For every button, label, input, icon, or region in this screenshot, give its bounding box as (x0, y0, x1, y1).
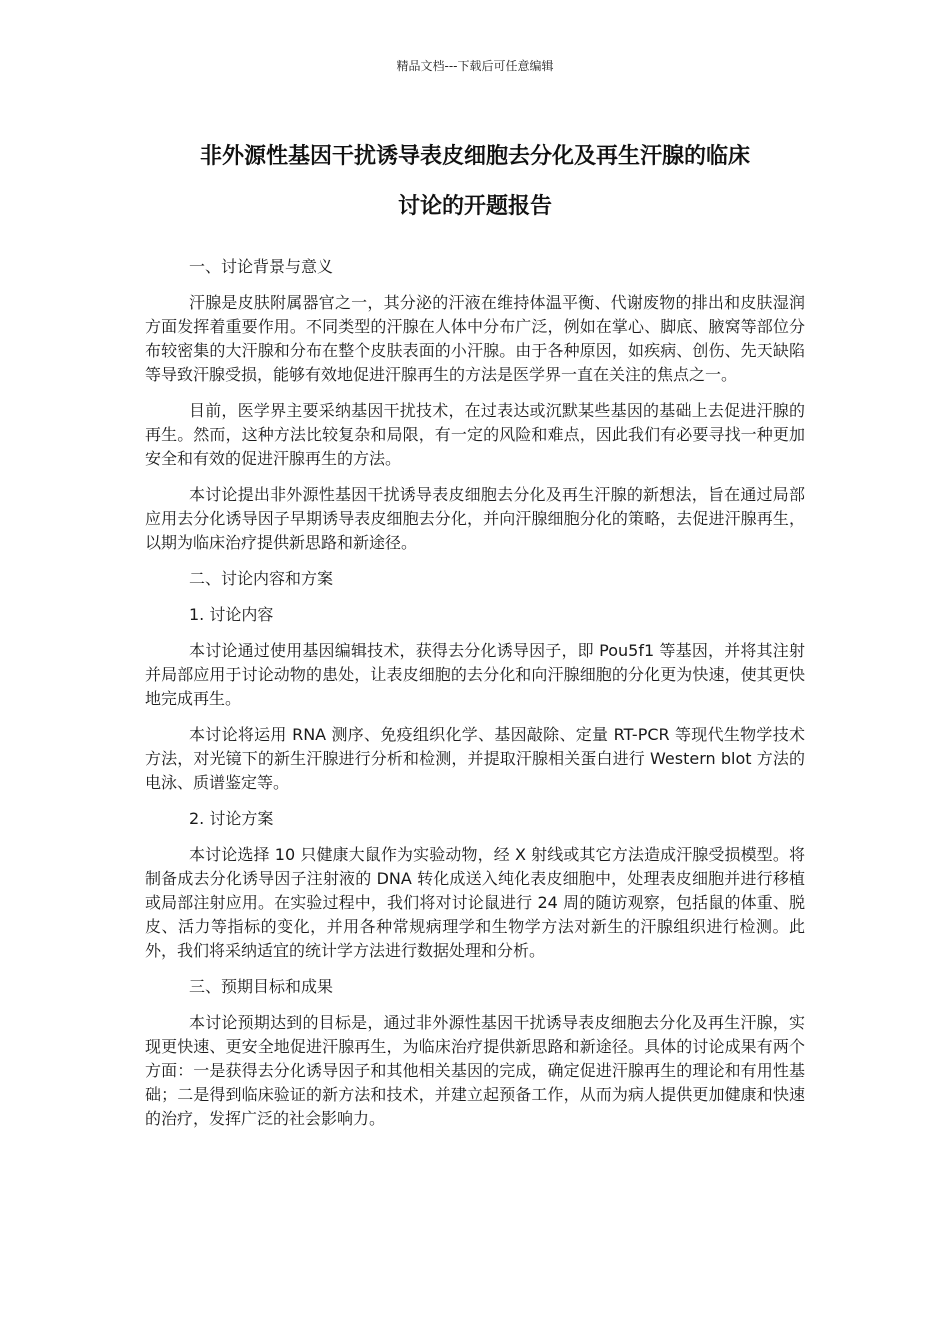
section-2-paragraph-1: 本讨论通过使用基因编辑技术，获得去分化诱导因子，即 Pou5f1 等基因，并将其注射并局部应用于讨论动物的患处，让表皮细胞的去分化和向汗腺细胞的分化更为快速，使其更快地完成再生。 (145, 641, 805, 708)
section-2-subheading-2: 2. 讨论方案 (189, 809, 274, 828)
document-body (145, 255, 805, 1143)
section-2-subheading-1: 1. 讨论内容 (189, 605, 274, 624)
title-line-2: 讨论的开题报告 (397, 194, 552, 219)
section-2-heading: 二、讨论内容和方案 (189, 569, 334, 588)
section-1-paragraph-2: 目前，医学界主要采纳基因干扰技术，在过表达或沉默某些基因的基础上去促进汗腺的再生。然而，这种方法比较复杂和局限，有一定的风险和难点，因此我们有必要寻找一种更加安全和有效的促进汗腺再生的方法。 (145, 401, 805, 468)
section-3-paragraph-1: 本讨论预期达到的目标是，通过非外源性基因干扰诱导表皮细胞去分化及再生汗腺，实现更快速、更安全地促进汗腺再生，为临床治疗提供新思路和新途径。具体的讨论成果有两个方面：一是获得去分化诱导因子和其他相关基因的完成，确定促进汗腺再生的理论和有用性基础；二是得到临床验证的新方法和技术，并建立起预备工作，从而为病人提供更加健康和快速的治疗，发挥广泛的社会影响力。 (145, 1013, 805, 1128)
document-title (145, 132, 805, 232)
section-1-paragraph-1: 汗腺是皮肤附属器官之一，其分泌的汗液在维持体温平衡、代谢废物的排出和皮肤湿润方面发挥着重要作用。不同类型的汗腺在人体中分布广泛，例如在掌心、脚底、腋窝等部位分布较密集的大汗腺和分布在整个皮肤表面的小汗腺。由于各种原因，如疾病、创伤、先天缺陷等导致汗腺受损，能够有效地促进汗腺再生的方法是医学界一直在关注的焦点之一。 (145, 293, 805, 384)
section-3-heading: 三、预期目标和成果 (189, 977, 334, 996)
title-line-1: 非外源性基因干扰诱导表皮细胞去分化及再生汗腺的临床 (199, 144, 750, 169)
section-2-paragraph-2: 本讨论将运用 RNA 测序、免疫组织化学、基因敲除、定量 RT-PCR 等现代生物学技术方法，对光镜下的新生汗腺进行分析和检测，并提取汗腺相关蛋白进行 Western blot 方法的电泳、质谱鉴定等。 (145, 725, 805, 792)
section-2-paragraph-3: 本讨论选择 10 只健康大鼠作为实验动物，经 X 射线或其它方法造成汗腺受损模型。将制备成去分化诱导因子注射液的 DNA 转化成送入纯化表皮细胞中，处理表皮细胞并进行移植或局部注射应用。在实验过程中，我们将对讨论鼠进行 24 周的随访观察，包括鼠的体重、脱皮、活力等指标的变化，并用各种常规病理学和生物学方法对新生的汗腺组织进行检测。此外，我们将采纳适宜的统计学方法进行数据处理和分析。 (145, 845, 805, 960)
section-1-paragraph-3: 本讨论提出非外源性基因干扰诱导表皮细胞去分化及再生汗腺的新想法，旨在通过局部应用去分化诱导因子早期诱导表皮细胞去分化，并向汗腺细胞分化的策略，去促进汗腺再生，以期为临床治疗提供新思路和新途径。 (145, 485, 805, 552)
section-1-heading: 一、讨论背景与意义 (189, 257, 334, 276)
page-header: 精品文档---下载后可任意编辑 (396, 59, 554, 73)
